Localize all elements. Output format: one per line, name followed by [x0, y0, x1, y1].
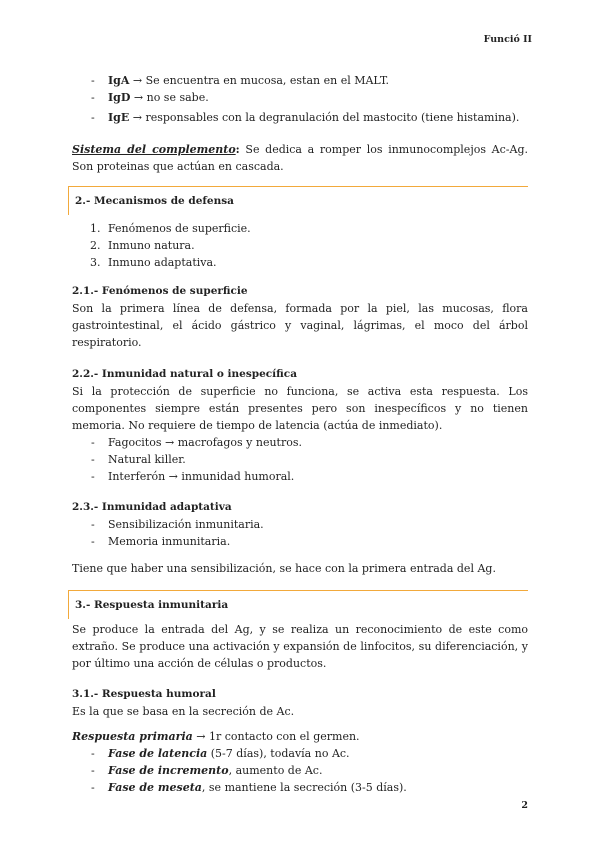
humoral-paragraph: Es la que se basa en la secreción de Ac.: [72, 705, 295, 718]
list-item: - Sensibilización inmunitaria.: [72, 516, 528, 533]
innate-list: [72, 434, 528, 485]
section-heading-3: 3.- Respuesta inmunitaria: [68, 590, 528, 619]
list-item: - Interferón → inmunidad humoral.: [72, 468, 528, 485]
list-item: - Natural killer.: [72, 451, 528, 468]
primary-response: Respuesta primaria → 1r contacto con el germen.: [72, 730, 360, 743]
surface-paragraph: Son la primera línea de defensa, formada por la piel, las mucosas, flora gastrointestinal, el ácido gástrico y vaginal, lágrimas, el moco del árbol respiratorio.: [72, 302, 528, 349]
defense-mechanisms-list: [72, 220, 528, 271]
immune-response-paragraph: Se produce la entrada del Ag, y se realiza un reconocimiento de este como extraño. Se produce una activación y expansión de linfocitos, su diferenciación, y por último una acción de células o productos.: [72, 623, 528, 670]
list-item: - IgE → responsables con la degranulación del mastocito (tiene histamina).: [72, 109, 528, 126]
list-item: 3. Inmuno adaptativa.: [90, 256, 217, 269]
innate-paragraph: Si la protección de superficie no funciona, se activa esta respuesta. Los componentes siempre están presentes pero son inespecíficos y no tienen memoria. No requiere de tiempo de latencia (actúa de inmediato).: [72, 385, 528, 432]
subsection-heading-2-2: 2.2.- Inmunidad natural o inespecífica: [72, 368, 298, 380]
page-content: [72, 72, 528, 796]
complement-paragraph: Sistema del complemento: Se dedica a romper los inmunocomplejos Ac-Ag. Son proteinas que actúan en cascada.: [72, 143, 528, 173]
list-item: - Memoria inmunitaria.: [72, 533, 528, 550]
running-header: Funció II: [483, 34, 532, 45]
adaptive-list: [72, 516, 528, 550]
list-item: - Fagocitos → macrofagos y neutros.: [72, 434, 528, 451]
list-item: - IgA → Se encuentra en mucosa, estan en el MALT.: [72, 72, 528, 89]
list-item: - IgD → no se sabe.: [72, 89, 528, 106]
phase-list: [72, 745, 528, 796]
list-item: - Fase de incremento, aumento de Ac.: [72, 762, 528, 779]
list-item: 2. Inmuno natura.: [90, 239, 195, 252]
adaptive-note: Tiene que haber una sensibilización, se hace con la primera entrada del Ag.: [72, 562, 496, 575]
page-number: 2: [521, 800, 528, 811]
immunoglobulin-list: [72, 72, 528, 126]
subsection-heading-3-1: 3.1.- Respuesta humoral: [72, 688, 216, 700]
list-item: - Fase de latencia (5-7 días), todavía no Ac.: [72, 745, 528, 762]
subsection-heading-2-3: 2.3.- Inmunidad adaptativa: [72, 501, 232, 513]
section-heading-2: 2.- Mecanismos de defensa: [68, 186, 528, 215]
list-item: - Fase de meseta, se mantiene la secreción (3-5 días).: [72, 779, 528, 796]
subsection-heading-2-1: 2.1.- Fenómenos de superficie: [72, 285, 248, 297]
list-item: 1. Fenómenos de superficie.: [90, 222, 251, 235]
